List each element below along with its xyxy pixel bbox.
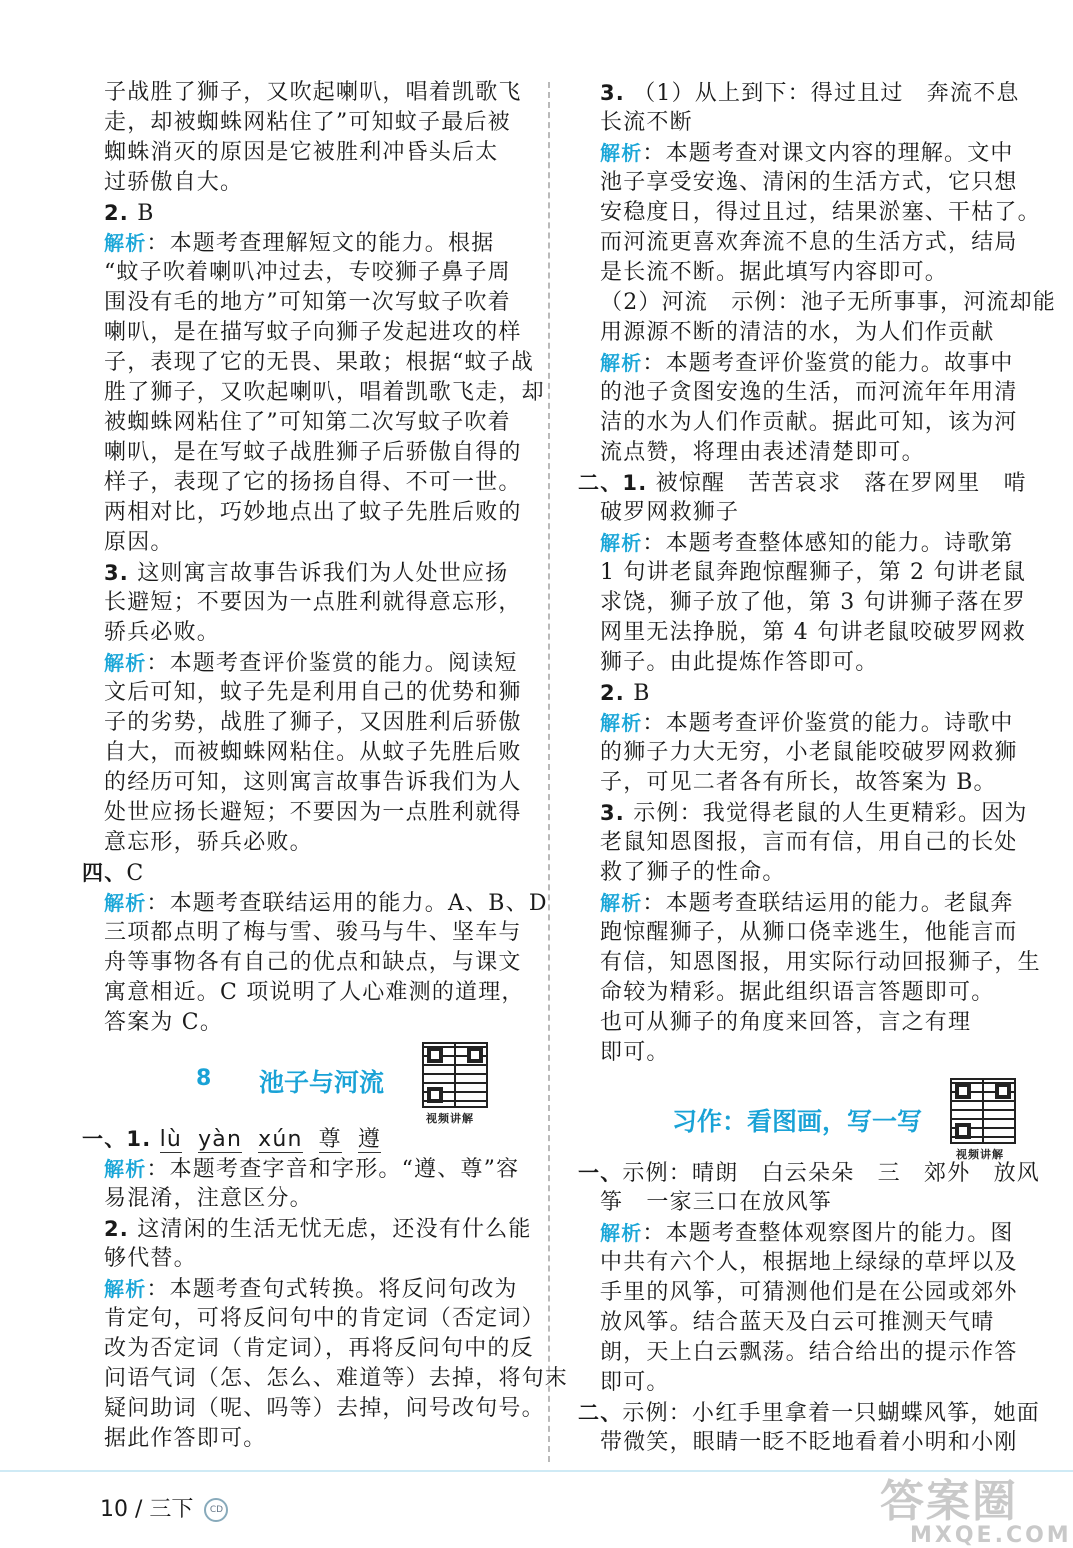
q2-analysis-text: 被蜘蛛网粘住了”可知第二次写蚊子吹着	[104, 410, 511, 435]
r-q3-answer-text: 长流不断	[600, 110, 693, 135]
q1-tail-text: 过骄傲自大。	[104, 170, 244, 195]
r-q3-answer-line	[600, 78, 1018, 108]
q2-analysis-line	[104, 408, 522, 438]
q2-analysis-text: 样子，表现了它的扬扬自得、不可一世。	[104, 470, 522, 495]
edition-badge-icon: CD	[204, 1498, 228, 1522]
analysis-tag: 解析	[104, 651, 147, 675]
analysis-tag: 解析	[600, 711, 643, 735]
w-s1-answer-line	[600, 1188, 1018, 1218]
column-divider	[548, 82, 550, 1462]
qr-caption: 视频讲解	[426, 1112, 474, 1125]
q1-tail-text: 蜘蛛消灭的原因是它被胜利冲昏头后太	[104, 140, 499, 165]
r-s2-q1-analysis-text: 求饶，狮子放了他，第 3 句讲狮子落在罗	[600, 590, 1026, 615]
w-s1-analysis-text: 朗，天上白云飘荡。结合给出的提示作答	[600, 1340, 1018, 1365]
writing-header	[600, 1068, 1018, 1161]
q3-analysis-line	[104, 798, 522, 828]
r-q3-answer2-text: （2）河流 示例：池子无所事事，河流却能	[600, 290, 1056, 315]
fill-blank: lù	[159, 1127, 183, 1152]
s1-q1-answer: 一、1. lù yàn xún 尊 遵	[82, 1127, 382, 1152]
question-number: 3.	[600, 801, 625, 825]
r-s2-q1-answer-text: 被惊醒 苦苦哀求 落在罗网里 啃	[655, 471, 1027, 496]
q3-answer-text: 长避短；不要因为一点胜利就得意忘形，	[104, 590, 522, 615]
analysis-tag: 解析	[600, 531, 643, 555]
s1-q2-analysis-line	[104, 1304, 545, 1334]
w-s1-analysis-line	[600, 1218, 1018, 1248]
q3-analysis-line	[104, 768, 522, 798]
r-s2-q3-analysis-text: 有信，知恩图报，用实际行动回报狮子，生	[600, 950, 1041, 975]
q2-analysis-text: 围没有毛的地方”可知第一次写蚊子吹着	[104, 290, 511, 315]
s1-q2-answer-line	[104, 1214, 532, 1244]
grade-label: 三下	[149, 1497, 194, 1522]
r-s2-q3-analysis-text: 即可。	[600, 1040, 670, 1065]
w-s1-answer-line	[578, 1158, 1041, 1188]
r-s2-q3-analysis-text: ：本题考查联结运用的能力。老鼠奔	[642, 891, 1014, 916]
s1-q2-analysis-line	[104, 1364, 569, 1394]
r-s2-q1-analysis-line	[600, 528, 1018, 558]
q3-analysis-line	[104, 708, 522, 738]
w-s1-answer-text: 示例：晴朗 白云朵朵 三 郊外 放风	[622, 1161, 1041, 1186]
s4-analysis-text: 舟等事物各有自己的优点和缺点，与课文	[104, 950, 522, 975]
page-sep: /	[135, 1497, 143, 1522]
r-q3-answer2-text: 用源源不断的清洁的水，为人们作贡献	[600, 320, 995, 345]
q2-analysis-line	[104, 228, 522, 258]
w-s1-analysis-text: 即可。	[600, 1370, 670, 1395]
r-q3-analysis1-text: 安稳度日，得过且过，结果淤塞、干枯了。	[600, 200, 1041, 225]
r-s2-q2-analysis-line	[600, 768, 1018, 798]
r-q3-analysis2-text: 洁的水为人们作贡献。据此可知，该为河	[600, 410, 1018, 435]
q2-analysis-text: 子，表现了它的无畏、果敢；根据“蚊子战	[104, 350, 535, 375]
r-s2-q3-analysis-text: 跑惊醒狮子，从狮口侥幸逃生，他能言而	[600, 920, 1018, 945]
r-q3-analysis2-text: 流点赞，将理由表述清楚即可。	[600, 440, 925, 465]
q1-tail-text: 走，却被蜘蛛网粘住了”可知蚊子最后被	[104, 110, 511, 135]
q3-analysis-line	[104, 828, 522, 858]
s1-q1-analysis-line	[104, 1184, 522, 1214]
w-s1-answer-text: 筝 一家三口在放风筝	[600, 1190, 833, 1215]
w-s1-analysis-line	[600, 1368, 1018, 1398]
q3-answer-line	[104, 588, 522, 618]
r-s2-q3-analysis-line	[600, 948, 1041, 978]
r-s2-q1-analysis-line	[600, 618, 1026, 648]
r-q3-answer-line	[600, 108, 1018, 138]
s1-q2-answer-line	[104, 1244, 522, 1274]
q2-answer: 2. B	[104, 201, 155, 226]
r-s2-q3-answer-text: 老鼠知恩图报，言而有信，用自己的长处	[600, 830, 1018, 855]
r-s2-q3-answer-text: 示例：我觉得老鼠的人生更精彩。因为	[633, 801, 1028, 826]
s1-q2-analysis-line	[104, 1274, 522, 1304]
lesson-title: 池子与河流	[259, 1068, 385, 1097]
r-s2-q1-analysis-line	[600, 558, 1027, 588]
analysis-tag: 解析	[104, 1277, 147, 1301]
q1-tail-line	[104, 108, 522, 138]
r-s2-q2-analysis-text: ：本题考查评价鉴赏的能力。诗歌中	[642, 711, 1014, 736]
q2-analysis-text: 喇叭，是在描写蚊子向狮子发起进攻的样	[104, 320, 522, 345]
question-number: 3.	[600, 81, 625, 105]
s1-q2-analysis-line	[104, 1334, 534, 1364]
analysis-tag: 解析	[104, 1157, 147, 1181]
writing-title: 习作：看图画，写一写	[672, 1107, 923, 1136]
r-q3-analysis2-line	[600, 378, 1018, 408]
r-s2-q3-analysis-line	[600, 1038, 1018, 1068]
q2-analysis-line	[104, 378, 545, 408]
q2-analysis-text: 胜了狮子，又吹起喇叭，唱着凯歌飞走，却	[104, 380, 545, 405]
s1-q2-answer-text: 够代替。	[104, 1246, 197, 1271]
q2-analysis-line	[104, 288, 522, 318]
q3-analysis-line	[104, 648, 522, 678]
s4-analysis-line	[104, 948, 522, 978]
question-number: 1.	[622, 471, 648, 495]
qr-code-icon[interactable]	[422, 1042, 488, 1108]
r-s2-q2-analysis-text: 的狮子力大无穷，小老鼠能咬破罗网救狮	[600, 740, 1018, 765]
q2-analysis-line	[104, 438, 522, 468]
page-footer	[100, 1492, 228, 1523]
r-q3-analysis1-line	[600, 198, 1041, 228]
q3-analysis-line	[104, 738, 522, 768]
r-s2-q1-answer-text: 破罗网救狮子	[600, 500, 740, 525]
s1-q1-analysis-line	[104, 1154, 522, 1184]
r-q3-analysis2-text: 的池子贪图安逸的生活，而河流年年用清	[600, 380, 1018, 405]
r-s2-q3-analysis-text: 命较为精彩。据此组织语言答题即可。	[600, 980, 995, 1005]
w-s1-analysis-line	[600, 1308, 1018, 1338]
q2-analysis-text: 喇叭，是在写蚊子战胜狮子后骄傲自得的	[104, 440, 522, 465]
question-number: 2.	[104, 1217, 129, 1241]
right-column	[578, 78, 1056, 1458]
r-s2-q2-analysis-line	[600, 708, 1018, 738]
analysis-tag: 解析	[600, 351, 643, 375]
q3-answer-text: 这则寓言故事告诉我们为人处世应扬	[137, 561, 509, 586]
w-s1-analysis-line	[600, 1278, 1018, 1308]
q2-analysis-line	[104, 498, 522, 528]
lesson8-header	[104, 1038, 522, 1125]
s4-analysis-text: 三项都点明了梅与雪、骏马与牛、坚车与	[104, 920, 522, 945]
r-q3-answer-text: （1）从上到下：得过且过 奔流不息	[633, 81, 1020, 106]
w-s1-analysis-text: 放风筝。结合蓝天及白云可推测天气晴	[600, 1310, 995, 1335]
r-s2-q1-analysis-text: 1 句讲老鼠奔跑惊醒狮子，第 2 句讲老鼠	[600, 560, 1027, 585]
q1-tail-line	[104, 138, 522, 168]
q3-analysis-text: 处世应扬长避短；不要因为一点胜利就得	[104, 800, 522, 825]
r-s2-q1-analysis-line	[600, 648, 1018, 678]
q2-analysis-text: 原因。	[104, 530, 174, 555]
s4-analysis-text: 答案为 C。	[104, 1010, 224, 1035]
r-s2-q3-answer-line	[600, 828, 1018, 858]
q1-tail-text: 子战胜了狮子，又吹起喇叭，唱着凯歌飞	[104, 80, 522, 105]
s1-q2-analysis-text: 改为否定词（肯定词），再将反问句中的反	[104, 1336, 534, 1361]
s1-q2-answer-text: 这清闲的生活无忧无虑，还没有什么能	[137, 1217, 532, 1242]
q3-answer-line	[104, 558, 522, 588]
r-q3-analysis1-line	[600, 138, 1018, 168]
r-q3-analysis1-line	[600, 228, 1018, 258]
q3-answer-line	[104, 618, 522, 648]
q2-analysis-text: “蚊子吹着喇叭冲过去，专咬狮子鼻子周	[104, 260, 511, 285]
s1-q2-analysis-line	[104, 1394, 545, 1424]
r-q3-analysis1-text: ：本题考查对课文内容的理解。文中	[642, 141, 1014, 166]
w-s1-analysis-text: 手里的风筝，可猜测他们是在公园或郊外	[600, 1280, 1018, 1305]
s1-q2-analysis-text: 疑问助词（呢、吗等）去掉，问号改句号。	[104, 1396, 545, 1421]
section-label: 二、	[578, 471, 623, 495]
q2-analysis-line	[104, 468, 522, 498]
s4-analysis-text: ：本题考查联结运用的能力。A、B、D	[146, 891, 548, 916]
w-s2-answer-text: 示例：小红手里拿着一只蝴蝶风筝，她面	[622, 1401, 1041, 1426]
r-s2-q1-analysis-line	[600, 588, 1026, 618]
section-label: 二、	[578, 1401, 623, 1425]
fill-blank: 遵	[357, 1127, 382, 1152]
w-s2-answer-text: 带微笑，眼睛一眨不眨地看着小明和小刚	[600, 1430, 1018, 1455]
q1-tail-line	[104, 78, 522, 108]
r-s2-q3-answer-text: 救了狮子的性命。	[600, 860, 786, 885]
analysis-tag: 解析	[104, 891, 147, 915]
q2-analysis-line	[104, 318, 522, 348]
w-s1-analysis-line	[600, 1338, 1018, 1368]
q1-tail-line	[104, 168, 522, 198]
s4-analysis-line	[104, 918, 522, 948]
s1-q2-analysis-text: ：本题考查句式转换。将反问句改为	[146, 1277, 518, 1302]
r-q3-analysis1-text: 而河流更喜欢奔流不息的生活方式，结局	[600, 230, 1018, 255]
w-s2-answer-line	[578, 1398, 1041, 1428]
r-s2-q3-analysis-line	[600, 978, 1018, 1008]
analysis-tag: 解析	[600, 1221, 643, 1245]
s1-q1-analysis-text: ：本题考查字音和字形。“遵、尊”容	[146, 1157, 520, 1182]
r-s2-q2-analysis-line	[600, 738, 1018, 768]
q2-analysis-text: ：本题考查理解短文的能力。根据	[146, 231, 495, 256]
page-number: 10	[100, 1497, 128, 1522]
w-s1-analysis-text: 中共有六个人，根据地上绿绿的草坪以及	[600, 1250, 1018, 1275]
qr-caption: 视频讲解	[956, 1148, 1004, 1161]
w-s1-analysis-text: ：本题考查整体观察图片的能力。图	[642, 1221, 1014, 1246]
r-s2-q3-analysis-line	[600, 888, 1018, 918]
r-q3-analysis1-text: 是长流不断。据此填写内容即可。	[600, 260, 949, 285]
s4-analysis-line	[104, 888, 548, 918]
s4-analysis-text: 寓意相近。C 项说明了人心难测的道理，	[104, 980, 525, 1005]
s1-q2-analysis-text: 据此作答即可。	[104, 1426, 267, 1451]
fill-blank: 尊	[318, 1127, 342, 1152]
section-label: 一、	[578, 1161, 623, 1185]
q3-analysis-text: 自大，而被蜘蛛网粘住。从蚊子先胜后败	[104, 740, 522, 765]
q3-analysis-line	[104, 678, 522, 708]
q3-analysis-text: ：本题考查评价鉴赏的能力。阅读短	[146, 651, 518, 676]
r-q3-analysis1-text: 池子享受安逸、清闲的生活方式，它只想	[600, 170, 1018, 195]
s1-q1-analysis-text: 易混淆，注意区分。	[104, 1186, 313, 1211]
section4-answer: 四、C	[82, 861, 145, 886]
analysis-tag: 解析	[600, 891, 643, 915]
q3-analysis-text: 的经历可知，这则寓言故事告诉我们为人	[104, 770, 522, 795]
q3-analysis-text: 子的劣势，战胜了狮子，又因胜利后骄傲	[104, 710, 522, 735]
r-s2-q1-analysis-text: 狮子。由此提炼作答即可。	[600, 650, 879, 675]
r-q3-analysis2-text: ：本题考查评价鉴赏的能力。故事中	[642, 351, 1014, 376]
lesson-number: 8	[196, 1066, 212, 1091]
s1-q2-analysis-line	[104, 1424, 522, 1454]
r-s2-q1-analysis-text: ：本题考查整体感知的能力。诗歌第	[642, 531, 1014, 556]
s1-q2-analysis-text: 问语气词（怎、怎么、难道等）去掉，将句末	[104, 1366, 569, 1391]
q2-analysis-line	[104, 258, 522, 288]
r-s2-q3-answer-line	[600, 858, 1018, 888]
r-s2-q3-analysis-line	[600, 918, 1018, 948]
analysis-tag: 解析	[600, 141, 643, 165]
fill-blank: xún	[258, 1127, 303, 1152]
r-s2-q1-answer-line	[578, 468, 1027, 498]
r-q3-answer2-line	[600, 288, 1056, 318]
w-s2-answer-line	[600, 1428, 1018, 1458]
r-q3-analysis2-line	[600, 438, 1018, 468]
s4-analysis-line	[104, 978, 525, 1008]
r-s2-q2-analysis-text: 子，可见二者各有所长，故答案为 B。	[600, 770, 997, 795]
r-s2-q1-answer-line	[600, 498, 1018, 528]
q3-analysis-text: 意忘形，骄兵必败。	[104, 830, 313, 855]
s2-q2-answer: 2. B	[600, 681, 651, 706]
q3-analysis-text: 文后可知，蚊子先是利用自己的优势和狮	[104, 680, 522, 705]
q3-answer-text: 骄兵必败。	[104, 620, 221, 645]
qr-code-icon[interactable]	[950, 1078, 1016, 1144]
r-q3-analysis2-line	[600, 348, 1018, 378]
question-number: 3.	[104, 561, 129, 585]
left-column	[82, 78, 569, 1454]
r-q3-analysis1-line	[600, 168, 1018, 198]
analysis-tag: 解析	[104, 231, 147, 255]
q2-analysis-text: 两相对比，巧妙地点出了蚊子先胜后败的	[104, 500, 522, 525]
s4-analysis-line	[104, 1008, 522, 1038]
r-s2-q1-analysis-text: 网里无法挣脱，第 4 句讲老鼠咬破罗网救	[600, 620, 1026, 645]
w-s1-analysis-line	[600, 1248, 1018, 1278]
q2-analysis-line	[104, 528, 522, 558]
s1-q2-analysis-text: 肯定句，可将反问句中的肯定词（否定词）	[104, 1306, 545, 1331]
watermark: 答案圈 MXQE.COM	[880, 1476, 1072, 1548]
r-s2-q3-analysis-line	[600, 1008, 1018, 1038]
r-q3-analysis1-line	[600, 258, 1018, 288]
r-s2-q3-answer-line	[600, 798, 1028, 828]
r-q3-analysis2-line	[600, 408, 1018, 438]
q2-analysis-line	[104, 348, 535, 378]
r-s2-q3-analysis-text: 也可从狮子的角度来回答，言之有理	[600, 1010, 972, 1035]
fill-blank: yàn	[198, 1127, 243, 1152]
r-q3-answer2-line	[600, 318, 1018, 348]
